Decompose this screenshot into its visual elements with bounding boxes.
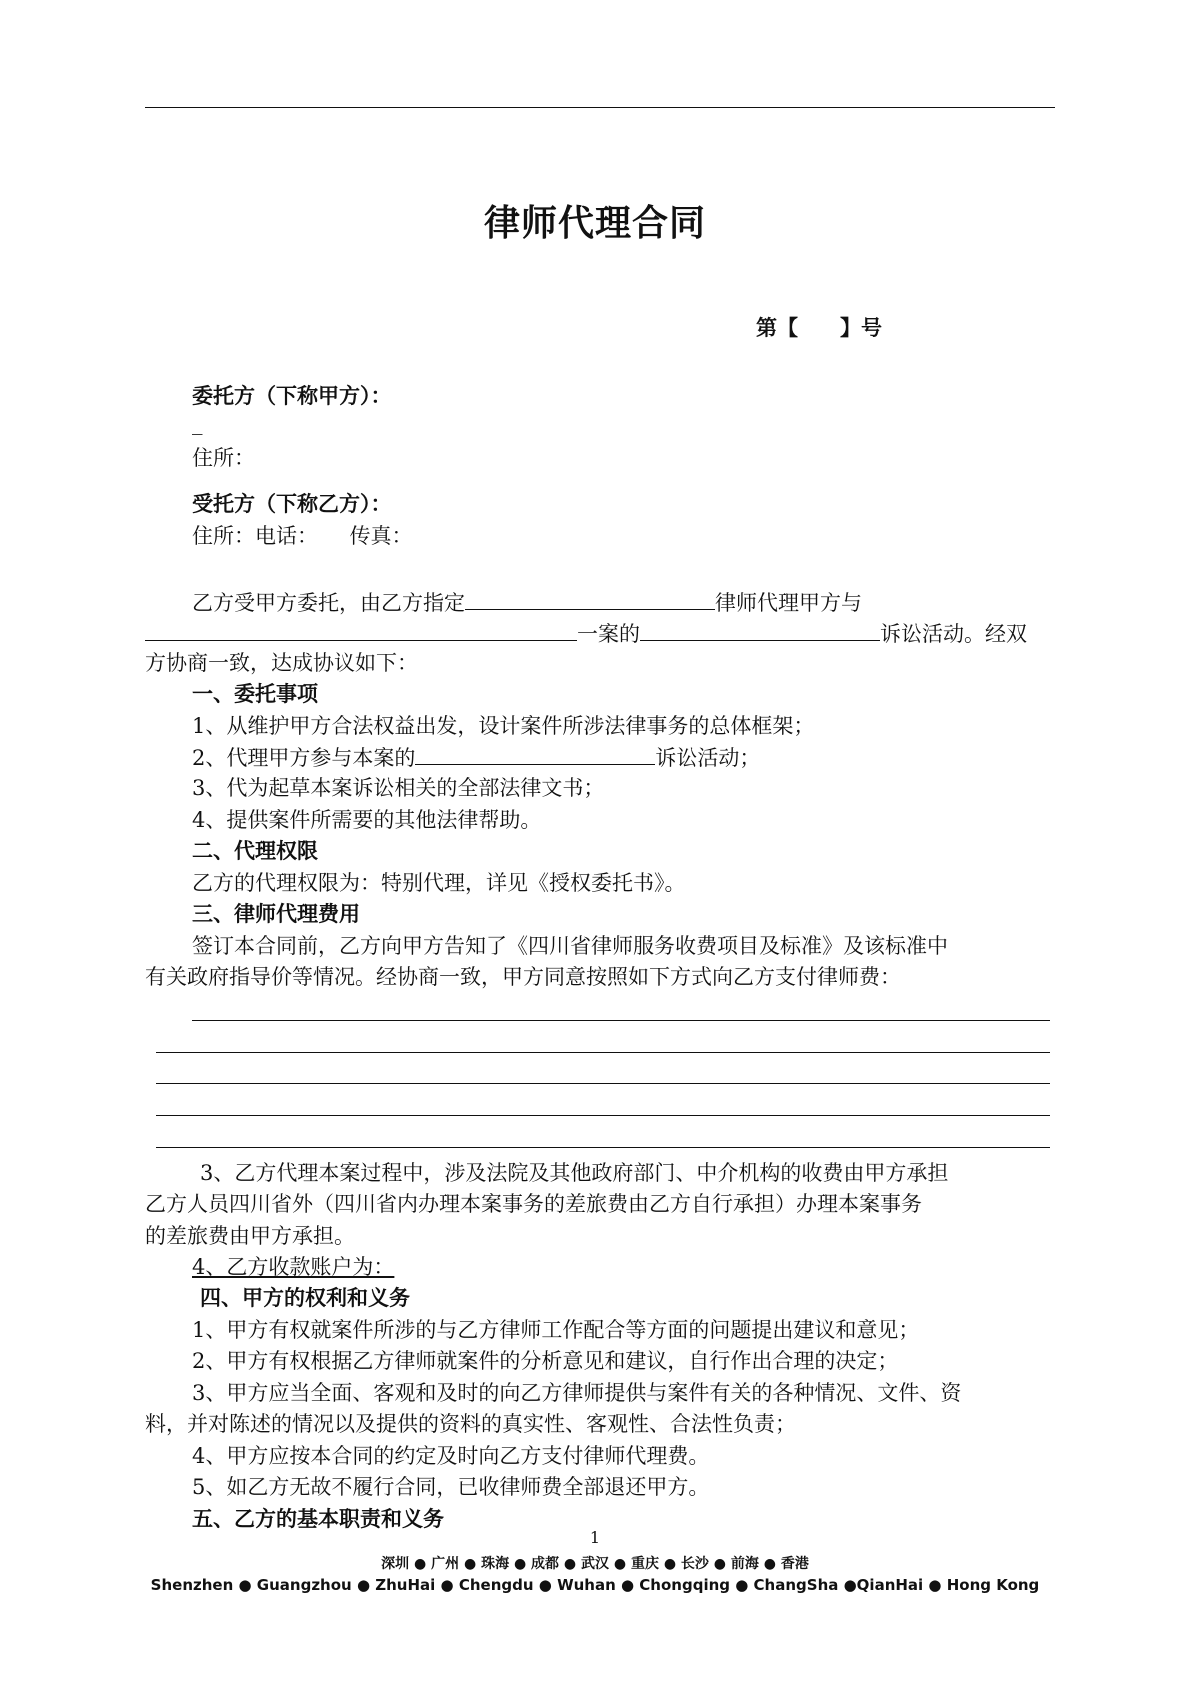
agent-contact: 住所：电话： 传真：: [192, 524, 413, 548]
section-4-item-5: 5、如乙方无故不履行合同，已收律师费全部退还甲方。: [192, 1475, 710, 1499]
section-1-item-3: 3、代为起草本案诉讼相关的全部法律文书；: [192, 776, 605, 800]
section-1-item-4: 4、提供案件所需要的其他法律帮助。: [192, 808, 542, 832]
agent-label: 受托方（下称乙方）：: [192, 492, 392, 516]
intro-text-b: 律师代理甲方与: [715, 591, 862, 615]
section-5-title: 五、乙方的基本职责和义务: [192, 1507, 444, 1531]
litigation-stage-blank: [640, 618, 880, 641]
section-4-title: 四、甲方的权利和义务: [200, 1286, 410, 1310]
principal-label: 委托方（下称甲方）：: [192, 384, 392, 408]
section-1-item-2: [192, 742, 760, 773]
section-1-item-2-a: 2、代理甲方参与本案的: [192, 746, 416, 770]
footer-cities-cn: 深圳 ● 广州 ● 珠海 ● 成都 ● 武汉 ● 重庆 ● 长沙 ● 前海 ● 香港: [381, 1556, 809, 1572]
fee-blank-line-3: [156, 1083, 1050, 1084]
header-rule: [145, 107, 1055, 108]
section-3-para-line-1: 签订本合同前，乙方向甲方告知了《四川省律师服务收费项目及标准》及该标准中: [192, 934, 948, 958]
document-title: 律师代理合同: [483, 203, 706, 244]
section-2-title: 二、代理权限: [192, 839, 318, 863]
section-1-title: 一、委托事项: [192, 682, 318, 706]
intro-text-a: 乙方受甲方委托，由乙方指定: [192, 591, 465, 615]
section-3-item-3-line-3: 的差旅费由甲方承担。: [145, 1224, 355, 1248]
section-2-text: 乙方的代理权限为：特别代理，详见《授权委托书》。: [192, 871, 686, 895]
fee-blank-line-4: [156, 1115, 1050, 1116]
fee-blank-line-5: [156, 1147, 1050, 1148]
intro-text-c: 一案的: [577, 622, 640, 646]
intro-text-d: 诉讼活动。经双: [880, 622, 1027, 646]
section-4-item-3-line-2: 料，并对陈述的情况以及提供的资料的真实性、客观性、合法性负责；: [145, 1412, 796, 1436]
intro-line-1: [192, 587, 862, 618]
section-3-item-4: 4、乙方收款账户为：: [192, 1255, 395, 1279]
intro-line-2: [145, 618, 1027, 649]
section-1-item-2-b: 诉讼活动；: [655, 746, 761, 770]
contract-number: 第【 】号: [756, 316, 882, 340]
section-3-item-3-line-2: 乙方人员四川省外（四川省内办理本案事务的差旅费由乙方自行承担）办理本案事务: [145, 1192, 922, 1216]
section-3-item-3-line-1: 3、乙方代理本案过程中，涉及法院及其他政府部门、中介机构的收费由甲方承担: [200, 1161, 949, 1185]
section-3-title: 三、律师代理费用: [192, 902, 360, 926]
opponent-blank: [145, 618, 577, 641]
section-3-para-line-2: 有关政府指导价等情况。经协商一致，甲方同意按照如下方式向乙方支付律师费：: [145, 965, 901, 989]
case-stage-blank: [415, 742, 655, 765]
section-4-item-1: 1、甲方有权就案件所涉的与乙方律师工作配合等方面的问题提出建议和意见；: [192, 1318, 920, 1342]
page-number: 1: [589, 1528, 601, 1547]
footer-cities-en: Shenzhen ● Guangzhou ● ZhuHai ● Chengdu ● Wuhan ● Chongqing ● ChangSha ●QianHai ● Hong Kong: [150, 1576, 1040, 1594]
section-1-item-1: 1、从维护甲方合法权益出发，设计案件所涉法律事务的总体框架；: [192, 714, 815, 738]
fee-blank-line-1: [192, 1020, 1050, 1021]
section-4-item-4: 4、甲方应按本合同的约定及时向乙方支付律师代理费。: [192, 1444, 710, 1468]
fee-blank-line-2: [156, 1052, 1050, 1053]
principal-address: 住所：: [192, 446, 255, 470]
section-4-item-2: 2、甲方有权根据乙方律师就案件的分析意见和建议，自行作出合理的决定；: [192, 1349, 899, 1373]
section-4-item-3-line-1: 3、甲方应当全面、客观和及时的向乙方律师提供与案件有关的各种情况、文件、资: [192, 1381, 962, 1405]
lawyer-name-blank: [465, 587, 715, 610]
intro-line-3: 方协商一致，达成协议如下：: [145, 651, 418, 675]
principal-blank: _: [192, 411, 203, 435]
